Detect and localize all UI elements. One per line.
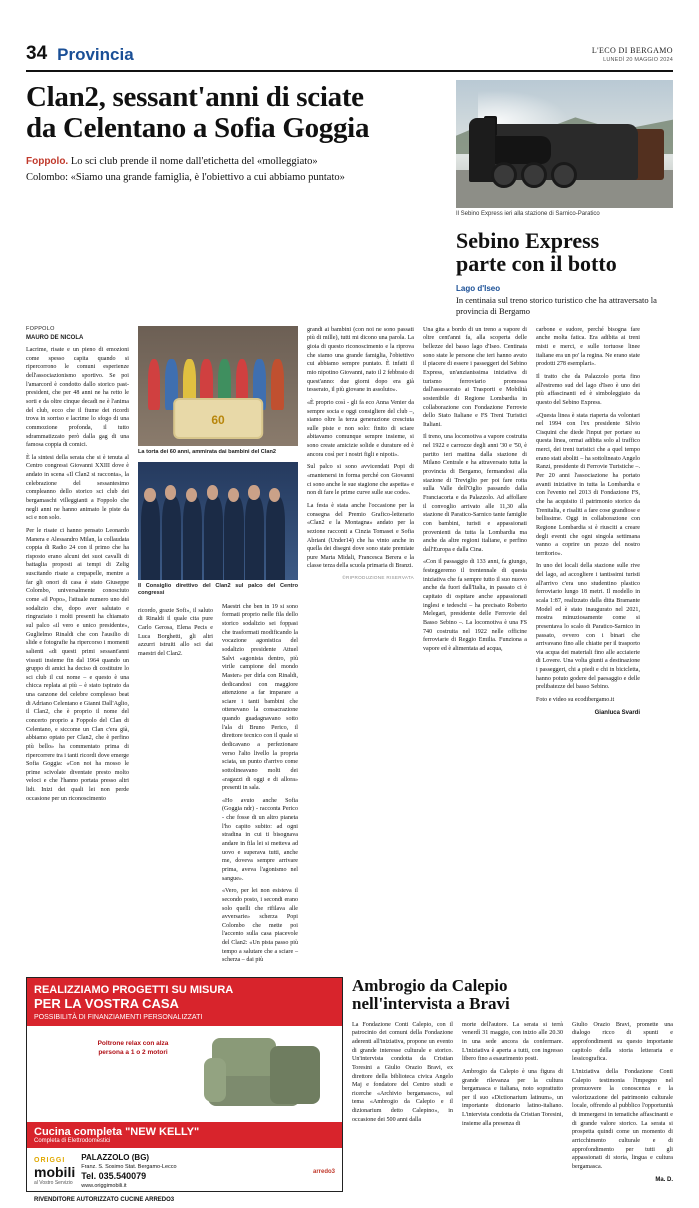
ad-contact-area (27, 1148, 342, 1194)
paragraph: Per le risate ci hanno pensato Leonardo Manera e Alessandro Milan, la collaudata coppia di Radio 24 con il primo che ha risposto erano alcuni dei suoi cavalli di battaglia proposti ai tempi di Zelig suscitando risate a crepapelle, mentre a far gli onori di casa è stato Giuseppe Colombo, universalmente conosciuto come «il Popo», l'attuale numero uno del sodalizio che, dopo aver salutato e ringraziato i molti presenti ha chiamato sul palco «il vero e unico presidente», Guglielmo Rinaldi che con l'ausilio di slide e fotografie ha ripercorso i momenti salienti «di questi primi sessant'anni vissuti insieme fin dal 1964 quando un gruppo di amici ha deciso di costituire lo sci club il cui nome – e questo è una chicca replata ai più – è stato ispirato da una canzone del celebre complesso beat di Adriano Celentano e Gianni Dall'Aglio, il Clan2, che è proprio il nome del concerto proprio a Foppolo del Clan di Celentano, e siccome un Clan c'era già, abbiamo optato per Clan2, che è perfino più bello» ha commentato prima di ripercorrere tra i tanti ricordi dove emerge Sofia Goggia: «Con noi ha mosso le prime scivolate diventate presto molto veloci e che l'hanno portata presso altri lidi. Inizi dei quali lei non perde occasione per un riconoscimento (26, 527, 129, 802)
ad-line-1: REALIZZIAMO PROGETTI SU MISURA (34, 984, 234, 996)
sebino-column-1 (423, 326, 527, 969)
sebino-signature: Gianluca Svardi (594, 709, 640, 716)
sebino-subtitle: In centinaia sul treno storico turistico che ha attraversato la provincia di Bergamo (456, 294, 657, 316)
article-column-3 (307, 326, 414, 969)
bottom-section (0, 976, 699, 1203)
paragraph: carbone e sudore, perché bisogna fare anche molta fatica. Era adibita ai treni misti e merci, e sulle tortuose linee italiane era un po' la regina. Ne erano state prodotti 278 esemplari». (536, 326, 640, 368)
ad-logo (34, 1157, 75, 1186)
masthead (0, 0, 699, 67)
ad-brand-tag: arredo3 (312, 1168, 335, 1175)
calepio-headline (352, 977, 673, 1014)
paragraph: Il tratto che da Palazzolo porta fino all'estremo sud del lago d'Iseo è uno dei più affascinanti ed è simboleggiato da questo del Sebino Express. (536, 373, 640, 406)
ad-headline (27, 978, 342, 1026)
paragraph: L'iniziativa della Fondazione Conti Calepio testimonia l'impegno nel promuovere la conoscenza e la valorizzazione del patrimonio culturale locale, offrendo al pubblico l'opportunità di immergersi in tematiche affascinanti e di grande valore storico. La serata si prospetta quindi come un momento di arricchimento culturale e di approfondimento per tutti gli appassionati di storia, lingua e cultura bergamasca. (572, 1068, 673, 1170)
paragraph: La Fondazione Conti Calepio, con il patrocinio dei comuni della Fondazione aderenti all'iniziativa, propone un evento di grande interesse culturale e storico. Un'intervista condotta da Cristian Toresini a Giulio Orazio Bravi, ex direttore della biblioteca civica Angelo Maj e fondatore del Centro studi e ricerche «Archivio bergamasco», sul tema «Ambrogio da Calepio e il dizionarium detto Calepino», in occasione dei 500 anni dalla (352, 1021, 453, 1123)
paragraph: Giulio Orazio Bravi, promette una dialogo ricco di spunti e approfondimenti su questo importante capitolo della storia letteraria e lessicografica. (572, 1021, 673, 1063)
paragraph: Una gita a bordo di un treno a vapore di oltre cent'anni fa, alla scoperta delle bellezze del basso lago d'Iseo. Centinaia sono state le persone che ieri hanno avuto il piacere di essere i passeggeri del Sebino Express, un'anzianissima iniziativa di turismo ferroviario promossa dall'assessorato ai Trasporti e Mobilità sostenibile di Regione Lombardia in collaborazione con Fondazione Ferrovie dello Stato Italiane e FS Treni Turistici Italiani. (423, 326, 527, 428)
calepio-headline-line-2: nell'intervista a Bravi (352, 994, 510, 1014)
article-column-2a (138, 603, 213, 969)
paragraph: Ambrogio da Calepio è una figura di grande rilevanza per la cultura bergamasca e italiana, noto soprattutto per il suo «Dictionarium latinum», un importante dizionario latino-italiano. L'intervista condotta da Cristian Toresini, insieme alla presenza di (462, 1068, 563, 1127)
ad-product-area (27, 1026, 342, 1122)
article-body (0, 326, 699, 969)
calepio-signature: Ma. D. (655, 1176, 673, 1183)
paragraph: «Ho avuto anche Sofia (Goggia ndr) - racconta Perico - che fosse di un altro pianeta l'ho capito subito: ad ogni stradina in cui ti bisognava andare in fila lei si metteva ad uovo e superava tutti, anche me, doveva sempre arrivare prima, aveva l'agonismo nel sangue». (222, 797, 298, 882)
ad-line-3: POSSIBILITÀ DI FINANZIAMENTI PERSONALIZZATI (34, 1014, 203, 1022)
paragraph: morte dell'autore. La serata si terrà venerdì 31 maggio, con inizio alle 20.30 in una sede ancora da confermare. L'iniziativa è aperta a tutti, con ingresso libero fino a esaurimento posti. (462, 1021, 563, 1063)
ad-kitchen-title: Cucina completa "NEW KELLY" (34, 1126, 200, 1139)
sebino-headline-line-1: Sebino Express (456, 227, 600, 253)
calepio-column-1 (352, 1021, 453, 1184)
sebino-column-head (456, 80, 673, 317)
paragraph: grandi ai bambini (con noi ne sono passati più di mille), tutti mi dicono una parola. La gioia di questo riconoscimento e la riprova che siamo una grande famiglia, l'obiettivo cui abbiamo sempre puntato. È infatti il mio nipotino Giovanni, nato il 2 febbraio di quest'anno: due giorni dopo era già tesserato, il più giovane in assoluto». (307, 326, 414, 394)
calepio-story (352, 977, 673, 1192)
top-section (0, 80, 699, 317)
ad-address: Franz. S. Sosimo Stat. Bergamo-Lecco (81, 1163, 177, 1170)
ad-city: PALAZZOLO (BG) (81, 1153, 150, 1163)
paragraph: È la sintesi della serata che si è tenuta al Centro congressi Giovanni XXIII dove è andato in scena «Il Clan2 si racconta», la celebrazione del sessantesimo compleanno dello storico sci club dei bergamaschi villeggianti a Foppolo che negli anni ne hanno animato le piste da sci e non solo. (26, 454, 129, 522)
article-column-2 (138, 326, 298, 969)
ad-logo-sub: al Vostro Servizio (34, 1180, 73, 1187)
headline-line-2: da Celentano a Sofia Goggia (26, 111, 370, 144)
paragraph: In uno dei locali della stazione sulle rive del lago, ad accogliere i tantissimi turisti all'arrivo c'era uno studentino plastico ferroviario lungo 18 metri. Il modello in scala 1:87, realizzato dalla ditta Bramante Model ed è stato inaugurato nel 2021, mostra minuziosamente come si presentava lo scalo di Paratico-Sarnico in passato, ovvero con i binari che arrivavano fino alle chiatte per il trasporto via acqua dei materiali fino alle acciaierie di Lovere. Una volta giunti a destinazione i passeggeri, chi a piedi e chi in bicicletta, hanno potuto godere del paesaggio e delle prelibatezze del basso Sebino. (536, 563, 640, 691)
paragraph: «Con il passaggio di 133 anni, fa giungo, festeggeremo il trentennale di questa iniziativa che fa sempre tutto il suo nuovo anche da fuori dall'Italia, in passato ci è capitato di ospitare anche appassionati inglesi e tedeschi – ha precisato Roberto Melegari, presidente delle Ferrovie del Basso Sebino –. La locomotiva è una FS 740 costruita nel 1922 nelle officine ferroviarie di Reggio Emilia. Funziona a vapore ed è alimentata ad acqua, (423, 559, 527, 652)
ad-logo-top: ORIGGI (34, 1157, 66, 1165)
paper-name: L'ECO DI BERGAMO (591, 45, 673, 55)
story-place: FOPPOLO (26, 325, 55, 332)
calepio-headline-line-1: Ambrogio da Calepio (352, 976, 508, 995)
cake-photo: 60 (138, 326, 298, 446)
ad-phone: Tel. 035.540079 (81, 1170, 147, 1181)
train-photo-caption: Il Sebino Express ieri alla stazione di Sarnico-Paratico (456, 211, 600, 217)
sebino-headline-line-2: parte con il botto (456, 250, 617, 276)
deck-line-1: Lo sci club prende il nome dall'etichetta del «molleggiato» (70, 156, 318, 168)
page-number: 34 (26, 43, 48, 64)
lead-headline-block (26, 80, 456, 317)
copyright-note: ©RIPRODUZIONE RISERVATA (342, 575, 414, 581)
masthead-right (592, 46, 673, 64)
sebino-kicker: Lago d'Iseo (456, 283, 501, 293)
paragraph: Lacrime, risate e un pieno di emozioni come spesso capita quando si ripercorrono le comuni esperienze dell'associazionismo sportivo. Se poi l'amarcord è condotto dallo storico past-president, che per 48 anni ne ha retto le sorti e da oltre cinque decadi ne è l'anima del club, ecco che il fiume dei ricordi trova in sorriso e lacrime lo sfogo di una commozione profonda, il tutto sdrammatizzato però dalla gag di una famosa coppia di comici. (26, 347, 129, 449)
paragraph: «Vero, per lei non esisteva il secondo posto, i secondi erano solo quelli che rifilava alle avversarie» scherza Popi Colombo che mette poi l'accento sulla casa piacevole del Clan2: «Un pista passo più tempo a salutare che a sciare – scherza – dai più (222, 888, 298, 964)
paragraph: La festa è stata anche l'occasione per la consegna del Premio Grafico-letterario «Clan2 e la Montagna» andato per la sezione racconti a Cinzia Tomasei e Sofia Abriani (Under14) che ha vinto anche in quella dei disegni dove sono state premiate pure Marta Midali, Francesca Berera e la classe terza della scuola primaria di Branzi. (307, 502, 414, 570)
ad-logo-main: mobili (34, 1164, 76, 1181)
headline-line-1: Clan2, sessant'anni di sciate (26, 81, 364, 113)
section-name: Provincia (57, 45, 134, 64)
paragraph: Sul palco si sono avvicendati Popi di «mantenersi in forma perché con Giovanni ci sono anche le sue stagione che aspetta» e non di fare le prime curve sulle sue code». (307, 464, 414, 497)
ad-website[interactable]: www.origgimobili.it (81, 1182, 127, 1189)
masthead-rule (26, 70, 673, 72)
ad-contact-info (81, 1153, 176, 1189)
sebino-headline (456, 229, 673, 275)
paragraph: Maestri che ben in 19 si sono formati proprio nelle fila dello storico sodalizio sei foppasi che trasformati modificando la vocazione agonistica del sodalizio presidente Attuel Salvi «agonista dentro, più virile campione del mondo Master» per dirla con Rinaldi, dedicandosi con maggiore attenzione a far imparare a sciare i tanti bambini che ottenevano la consacrazione quando guadagnavano sotto l'ala di Bruno Perico, il direttore tecnico con il quale si dedicavano a perfezionare verso l'alto livello la propria sciata, un punto d'arrivo come sottolineavano molti dei «ragazzi di oggi e di allora» presenti in sala. (222, 603, 298, 792)
board-photo-caption: Il Consiglio direttivo del Clan2 sul palco del Centro congressi (138, 582, 298, 596)
armchair-image (204, 1032, 334, 1112)
paper-date: LUNEDÌ 20 MAGGIO 2024 (603, 56, 673, 63)
article-column-1 (26, 326, 129, 969)
paragraph: ricordo, grazie Sofi», il saluto di Rinaldi il quale cita pure Carlo Gerosa, Elena Pecis e Luca Borghetti, gli altri azzurri istruiti allo sci dai maestri del Clan2. (138, 607, 213, 657)
calepio-column-3 (572, 1021, 673, 1184)
lead-deck (26, 155, 444, 185)
photo-credit: Foto e video su ecodibergamo.it (536, 697, 615, 704)
train-photo (456, 80, 673, 208)
page-title (26, 82, 444, 143)
cake-photo-caption: La torta dei 60 anni, ammirata dai bambini del Clan2 (138, 448, 277, 455)
board-photo (138, 462, 298, 580)
ad-kitchen-banner (27, 1122, 342, 1148)
article-column-2b (222, 603, 298, 969)
ad-badge-text: Poltrone relax con alza persona a 1 o 2 motori (97, 1040, 169, 1056)
ad-footer: RIVENDITORE AUTORIZZATO CUCINE ARREDO3 (34, 1196, 175, 1203)
ad-kitchen-sub: Completa di Elettrodomestici (34, 1138, 111, 1145)
story-byline: MAURO DE NICOLA (26, 334, 84, 341)
ad-line-2: PER LA VOSTRA CASA (34, 996, 179, 1012)
paragraph: «Questa linea è stata riaperta da volontari nel 1994 con l'ex presidente Silvio Cisquini che diede l'input per portare su questa linea, ormai adibita solo al traffico merci, dei treni turistici che a quel tempo erano stati aboliti – ha sottolineato Angelo Ranzi, presidente di Ferrovie Turistiche –. Per 20 anni l'associazione ha portato avanti iniziative in tutta la Lombardia e con l'evento nel 2013 di Fondazione FS, che ha acquisito il patrimonio storico da Trenitalia, e risaliti a fare cose grandiose e bellissime. Oggi in collaborazione con Regione Lombardia si è riusciti a creare degli eventi che ogni singola settimana vanno a coprire un pezzo del nostro territorio». (536, 412, 640, 557)
deck-kicker: Foppolo. (26, 156, 69, 168)
paragraph: «È proprio così - gli fa eco Anna Venier da sempre socia e oggi consigliere del club –, siamo oltre la terza generazione cresciuta sulle piste e non solo: finito di sciare abitavamo comunque sempre insieme, si sono create amicizie solide e durature ed è ancora così per i nostri figli e nipoti». (307, 399, 414, 458)
sebino-column-2 (536, 326, 640, 969)
advertisement[interactable] (26, 977, 343, 1203)
paragraph: Il treno, una locomotiva a vapore costruita nel 1922 e carrozze degli anni '30 e '50, è partito ieri mattina dalla stazione di Milano Centrale e ha attraversato tutta la provincia di Bergamo, fermandosi alla stazione di Treviglio per poi fare rotta sulla Valle dell'Oglio passando dalla Franciacorta e da Palazzolo. Ad affollare il convoglio arrivato alle 11,30 alla stazione di Paratico-Sarnico tante famiglie con bambini, turisti e appassionati provenienti da tutta la Lombardia ma anche da altre regioni italiane, e perfino dall'Europa e dalla Cina. (423, 434, 527, 553)
deck-line-2: Colombo: «Siamo una grande famiglia, è l'obiettivo a cui abbiamo puntato» (26, 172, 345, 184)
calepio-column-2 (462, 1021, 563, 1184)
